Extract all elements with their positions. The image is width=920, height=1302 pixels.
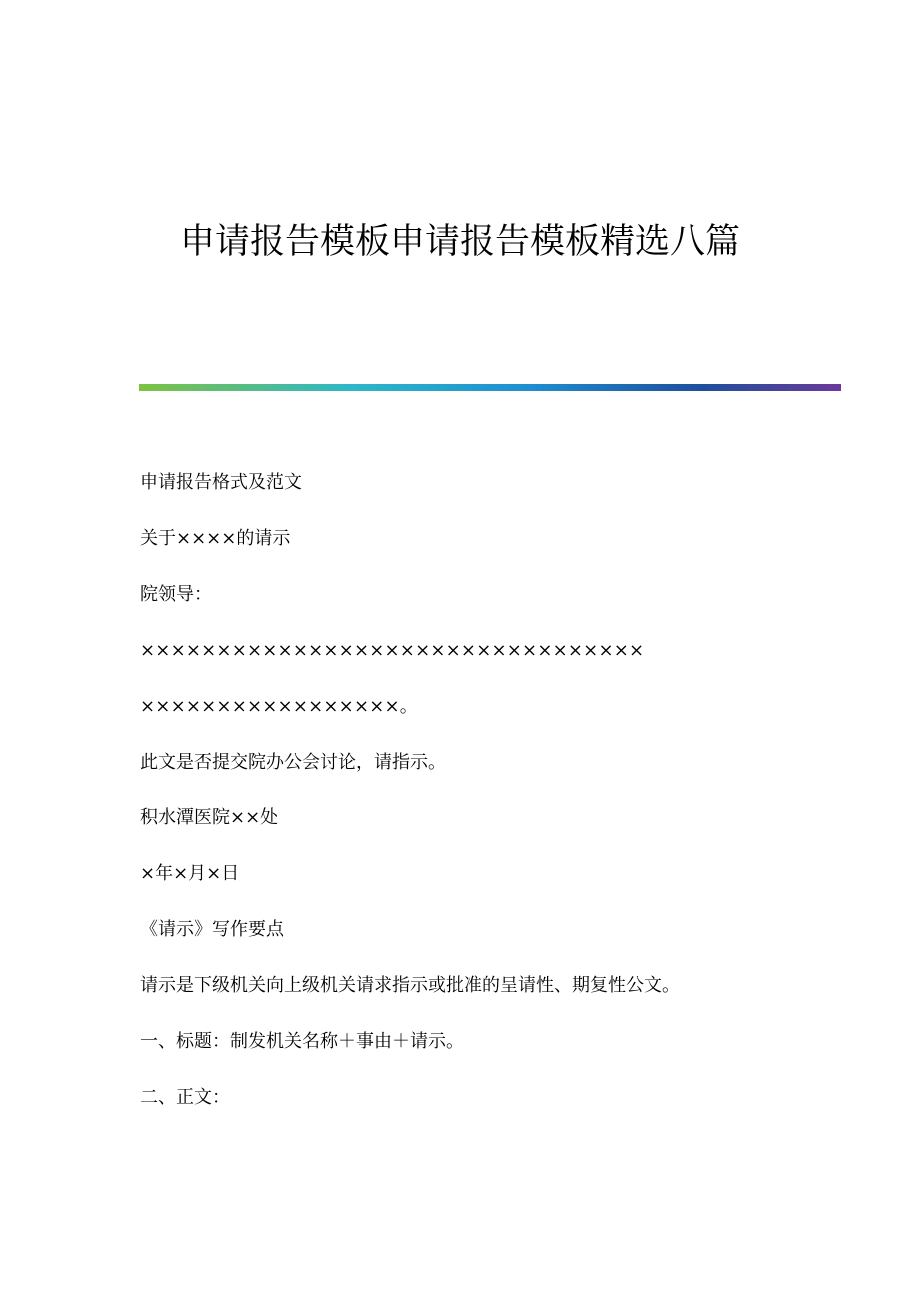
body-line: 请示是下级机关向上级机关请求指示或批准的呈请性、期复性公文。 (140, 975, 680, 996)
body-line: 一、标题：制发机关名称＋事由＋请示。 (140, 1031, 464, 1052)
body-line: 此文是否提交院办公会讨论，请指示。 (140, 752, 446, 773)
body-line: 申请报告格式及范文 (140, 472, 302, 493)
body-line: 关于××××的请示 (140, 528, 291, 549)
body-line: 二、正文： (140, 1087, 230, 1108)
body-line: ×年×月×日 (140, 863, 240, 884)
body-line: 积水潭医院××处 (140, 807, 279, 828)
body-line: 院领导： (140, 584, 212, 605)
body-line: 《请示》写作要点 (140, 919, 284, 940)
body-line: ×××××××××××××××××。 (140, 696, 418, 717)
body-line: ××××××××××××××××××××××××××××××××× (140, 640, 645, 661)
title-divider (139, 384, 841, 391)
document-title: 申请报告模板申请报告模板精选八篇 (179, 222, 740, 262)
